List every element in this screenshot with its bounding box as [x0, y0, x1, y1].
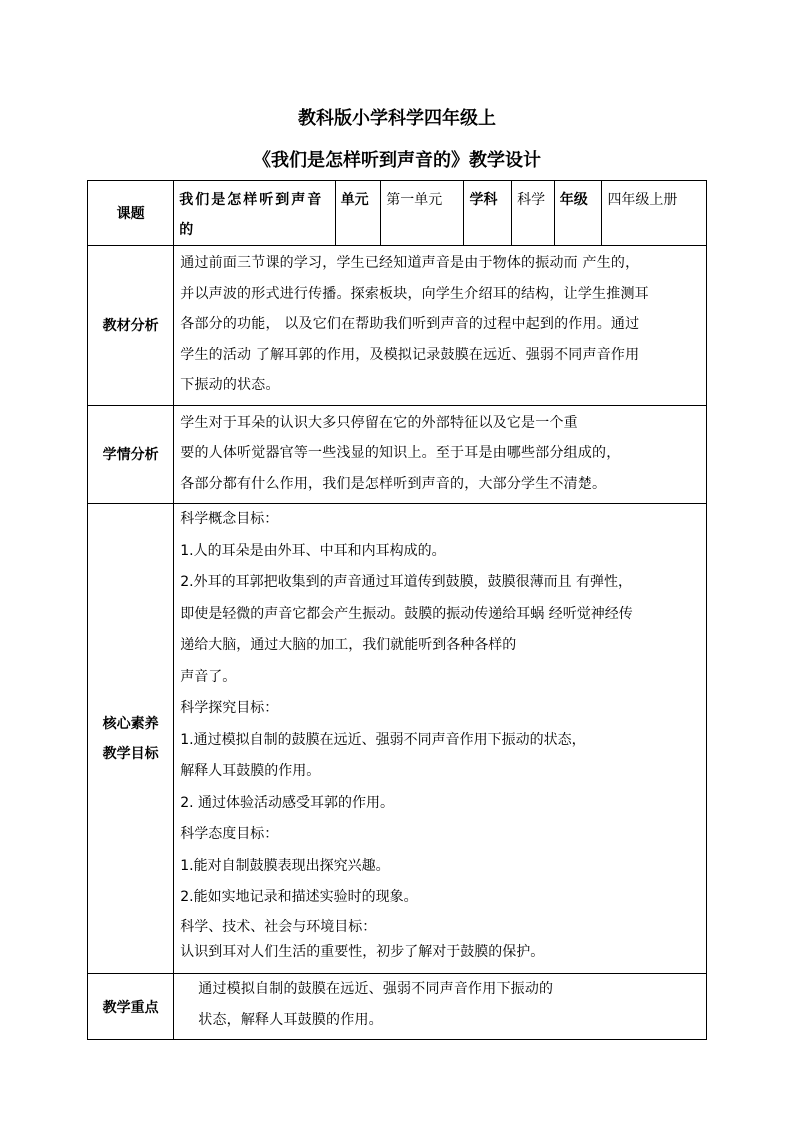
key-points-content [174, 974, 707, 1040]
text-line: 声音了。 [180, 668, 237, 685]
text-line: 并以声波的形式进行传播。探索板块，向学生介绍耳的结构，让学生推测耳 [180, 285, 649, 302]
course-name: 我们是怎样听到声音的 [174, 181, 335, 246]
learner-analysis-content [174, 405, 707, 504]
text-line: 认识到耳对人们生活的重要性，初步了解对于鼓膜的保护。 [180, 943, 545, 960]
material-analysis-label: 教材分析 [88, 246, 174, 406]
text-line: 即使是轻微的声音它都会产生振动。鼓膜的振动传递给耳蜗 经听觉神经传 [180, 605, 633, 622]
text-line: 学生对于耳朵的认识大多只停留在它的外部特征以及它是一个重 [180, 414, 578, 431]
header-row [88, 181, 707, 246]
learner-analysis-label: 学情分析 [88, 405, 174, 504]
text-line: 通过前面三节课的学习，学生已经知道声音是由于物体的振动而 产生的， [180, 255, 640, 271]
text-line: 要的人体听觉器官等一些浅显的知识上。至于耳是由哪些部分组成的， [180, 445, 621, 461]
text-line: 各部分都有什么作用，我们是怎样听到声音的，大部分学生不清楚。 [180, 475, 607, 492]
document-title: 教科版小学科学四年级上 [298, 108, 496, 129]
text-line: 1.人的耳朵是由外耳、中耳和内耳构成的。 [180, 542, 446, 559]
lesson-plan-table [87, 180, 707, 1040]
key-points-row [88, 974, 707, 1040]
text-line: 解释人耳鼓膜的作用。 [180, 763, 321, 779]
document-subtitle: 《我们是怎样听到声音的》教学设计 [253, 150, 541, 171]
grade-value: 四年级上册 [602, 181, 707, 246]
course-label: 课题 [88, 181, 174, 246]
subject-label: 学科 [464, 181, 512, 246]
text-line: 1.通过模拟自制的鼓膜在远近、强弱不同声音作用下振动的状态， [180, 731, 586, 748]
text-line: 通过模拟自制的鼓膜在远近、强弱不同声音作用下振动的 [198, 981, 554, 997]
core-goals-label-line2: 教学目标 [102, 745, 159, 762]
core-goals-label-line1: 核心素养 [102, 715, 159, 732]
subject-value: 科学 [512, 181, 555, 246]
material-analysis-content [174, 246, 707, 406]
unit-label: 单元 [335, 181, 381, 246]
text-line: 1.能对自制鼓膜表现出探究兴趣。 [180, 857, 390, 874]
text-line: 科学、技术、社会与环境目标： [180, 918, 377, 935]
text-line: 科学概念目标： [180, 511, 279, 527]
core-goals-row [88, 504, 707, 974]
text-line: 递给大脑，通过大脑的加工，我们就能听到各种各样的 [180, 637, 517, 653]
core-goals-content [174, 504, 707, 974]
text-line: 状态，解释人耳鼓膜的作用。 [198, 1011, 383, 1028]
learner-analysis-row [88, 405, 707, 504]
text-line: 学生的活动 了解耳郭的作用，及模拟记录鼓膜在远近、强弱不同声音作用 [180, 346, 640, 363]
key-points-label: 教学重点 [88, 974, 174, 1040]
core-goals-label [88, 504, 174, 974]
text-line: 2.外耳的耳郭把收集到的声音通过耳道传到鼓膜，鼓膜很薄而且 有弹性， [180, 574, 633, 590]
text-line: 2.能如实地记录和描述实验时的现象。 [180, 889, 418, 905]
material-analysis-row [88, 246, 707, 406]
text-line: 科学探究目标： [180, 700, 279, 716]
grade-label: 年级 [554, 181, 602, 246]
unit-value: 第一单元 [381, 181, 464, 246]
text-line: 科学态度目标： [180, 826, 279, 842]
text-line: 2. 通过体验活动感受耳郭的作用。 [180, 794, 395, 811]
text-line: 各部分的功能， 以及它们在帮助我们听到声音的过程中起到的作用。通过 [180, 316, 640, 332]
text-line: 下振动的状态。 [180, 377, 280, 393]
